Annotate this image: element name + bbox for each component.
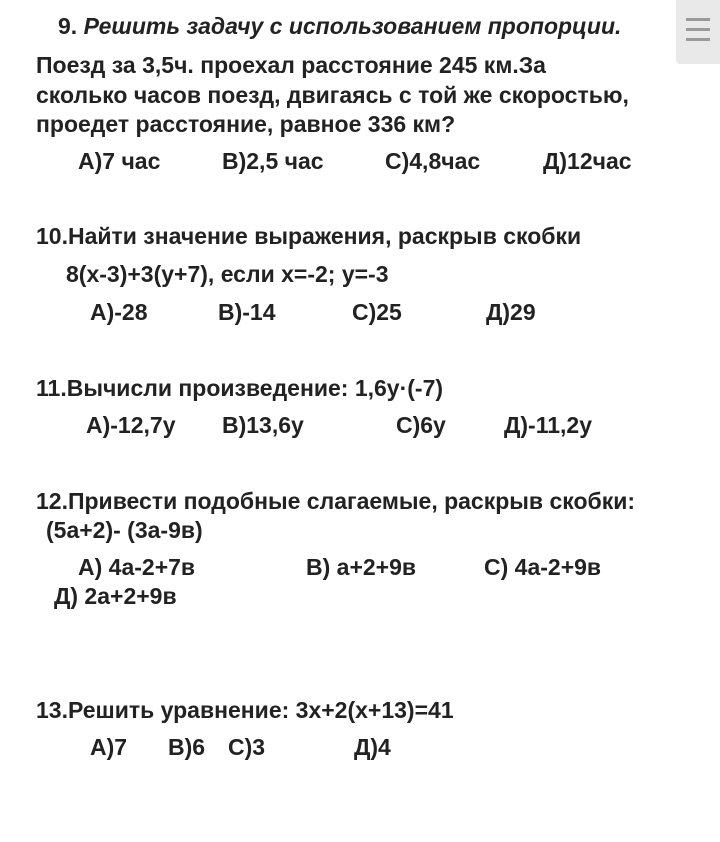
question-11-option-d: Д)-11,2у: [504, 412, 592, 438]
question-10-option-c: С)25: [352, 299, 402, 325]
question-9-option-c: С)4,8час: [385, 148, 481, 174]
question-11-title: 11.Вычисли произведение: 1,6у·(-7): [36, 375, 444, 401]
question-9-number: 9.: [58, 13, 78, 39]
question-10-title: 10.Найти значение выражения, раскрыв скобки: [36, 223, 582, 249]
question-10-option-a: А)-28: [90, 299, 148, 325]
question-9-option-a: А)7 час: [78, 148, 161, 174]
question-9-title: Решить задачу с использованием пропорции.: [83, 13, 622, 39]
menu-button[interactable]: [676, 0, 720, 64]
question-13-option-b: В)6: [168, 734, 206, 760]
question-9-option-d: Д)12час: [543, 148, 632, 174]
question-10-option-d: Д)29: [486, 299, 536, 325]
question-9-text-line-2: сколько часов поезд, двигаясь с той же скоростью,: [36, 82, 629, 108]
question-9-heading: [58, 12, 621, 40]
question-9-text-line-3: проедет расстояние, равное 336 км?: [36, 111, 456, 137]
question-11-option-c: С)6у: [396, 412, 446, 438]
question-9-text-line-1: Поезд за 3,5ч. проехал расстояние 245 км.За: [36, 52, 546, 78]
question-12-option-d: Д) 2а+2+9в: [54, 583, 177, 609]
question-11-option-a: А)-12,7у: [86, 412, 176, 438]
question-13-title: 13.Решить уравнение: 3х+2(х+13)=41: [36, 697, 454, 723]
question-13-option-a: А)7: [90, 734, 128, 760]
question-12-title: 12.Привести подобные слагаемые, раскрыв скобки:: [36, 488, 636, 514]
question-13-option-c: С)3: [228, 734, 266, 760]
question-11-option-b: В)13,6у: [222, 412, 304, 438]
question-12-option-b: В) а+2+9в: [306, 554, 417, 580]
question-10-expression: 8(х-3)+3(у+7), если х=-2; у=-3: [66, 261, 389, 287]
question-12-option-c: С) 4а-2+9в: [484, 554, 602, 580]
question-12-expression: (5а+2)- (3а-9в): [46, 517, 203, 543]
question-9-option-b: В)2,5 час: [222, 148, 324, 174]
question-12-option-a: А) 4а-2+7в: [78, 554, 196, 580]
question-10-option-b: В)-14: [218, 299, 276, 325]
question-13-option-d: Д)4: [354, 734, 391, 760]
